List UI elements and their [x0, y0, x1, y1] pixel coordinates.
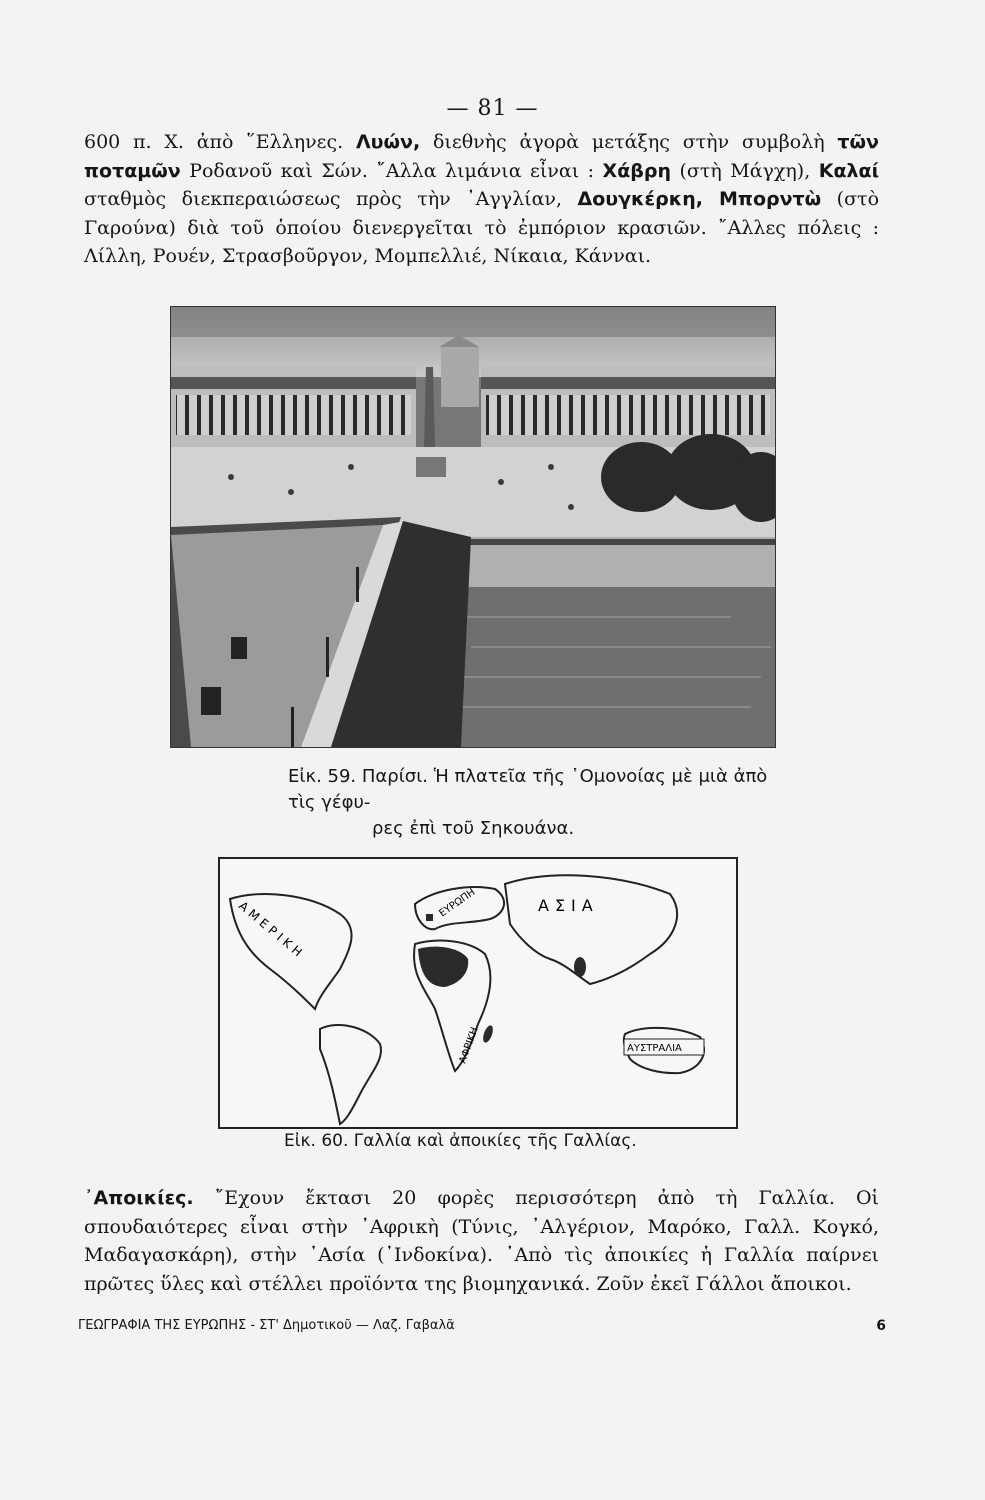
map-label-europe: ΕΥΡΩΠΗ: [437, 886, 478, 920]
french-west-africa: [418, 947, 468, 987]
south-america-outline: [320, 1025, 381, 1124]
page-number: — 81 —: [446, 96, 539, 121]
world-map-drawing: [220, 859, 736, 1127]
map-label-america: ΑΜΕΡΙΚΗ: [236, 898, 308, 962]
bold-term-dunkirk-bordeaux: Δουγκέρκη, Μπορντὼ: [577, 188, 822, 210]
paragraph-colonies: [84, 1184, 879, 1298]
world-map: [218, 857, 738, 1129]
bold-term-calais: Καλαί: [818, 159, 880, 182]
text-span: Ροδανοῦ καὶ Σών. ῎Αλλα λιμάνια εἶναι :: [180, 159, 603, 182]
text-span: 600 π. Χ. ἀπὸ ῞Ελληνες.: [84, 131, 356, 153]
footer-title: ΓΕΩΓΡΑΦΙΑ ΤΗΣ ΕΥΡΩΠΗΣ - ΣΤ' Δημοτικοῦ — Λαζ. Γαβαλᾶ: [78, 1318, 455, 1333]
bold-term-rivers: τῶν ποταμῶν: [84, 131, 879, 182]
map-label-asia: ΑΣΙΑ: [538, 896, 599, 915]
text-span: ῎Εχουν ἔκτασι 20 φορὲς περισσότερη ἀπὸ τὴ Γαλλία. Οἱ σπουδαιότερες εἶναι στὴν ᾿Αφρικὴ (Τύνις, ᾿Αλγέριον, Μαρόκο, Γαλλ. Κογκό, Μαδαγασκάρη), στὴν ᾿Ασία (᾿Ινδοκίνα). ᾿Απὸ τὶς ἀποικίες ἡ Γαλλία παίρνει πρῶτες ὕλες καὶ στέλλει προϊόντα της βιομηχανικά. Ζοῦν ἐκεῖ Γάλλοι ἄποικοι.: [84, 1187, 879, 1295]
map-label-australia: ΑΥΣΤΡΑΛΙΑ: [627, 1043, 682, 1054]
bold-term-havre: Χάβρη: [602, 159, 671, 182]
madagascar: [481, 1024, 495, 1044]
page-footer: [78, 1318, 886, 1334]
text-span: (στὴ Μάγχη),: [670, 159, 819, 182]
caption-59-line-1: Εἰκ. 59. Παρίσι. Ἡ πλατεῖα τῆς ῾Ομονοίας μὲ μιὰ ἀπὸ τὶς γέφυ-: [288, 766, 768, 813]
figure-60-caption: Εἰκ. 60. Γαλλία καὶ ἀποικίες τῆς Γαλλίας.: [284, 1131, 637, 1151]
caption-59-line-2: ρες ἐπὶ τοῦ Σηκουάνα.: [372, 818, 575, 839]
text-span: (στὸ Γαρούνα) διὰ τοῦ ὁποίου διενεργεῖται τὸ ἐμπόριον κρασιῶν. ῎Αλλες πόλεις : Λίλλη, Ρουέν, Στρασβοῦργον, Μομπελλιέ, Νίκαια, Κάνναι.: [84, 188, 880, 267]
france: [426, 914, 433, 921]
bold-term-colonies: ᾿Αποικίες.: [84, 1187, 194, 1209]
text-span: διεθνὴς ἀγορὰ μετάξης στὴν συμβολὴ: [420, 131, 838, 153]
asia-outline: [505, 875, 677, 984]
footer-sheet-number: 6: [876, 1318, 886, 1334]
figure-59-caption: [288, 764, 788, 842]
map-label-africa: ΑΦΡΙΚΗ: [457, 1025, 481, 1066]
text-span: σταθμὸς διεκπεραιώσεως πρὸς τὴν ᾿Αγγλίαν,: [84, 188, 578, 210]
paris-photo-illustration: [171, 307, 775, 747]
paragraph-cities: [84, 128, 879, 271]
indochina: [574, 957, 586, 977]
bold-term-lyon: Λυών,: [355, 131, 421, 153]
paris-photo: [170, 306, 776, 748]
